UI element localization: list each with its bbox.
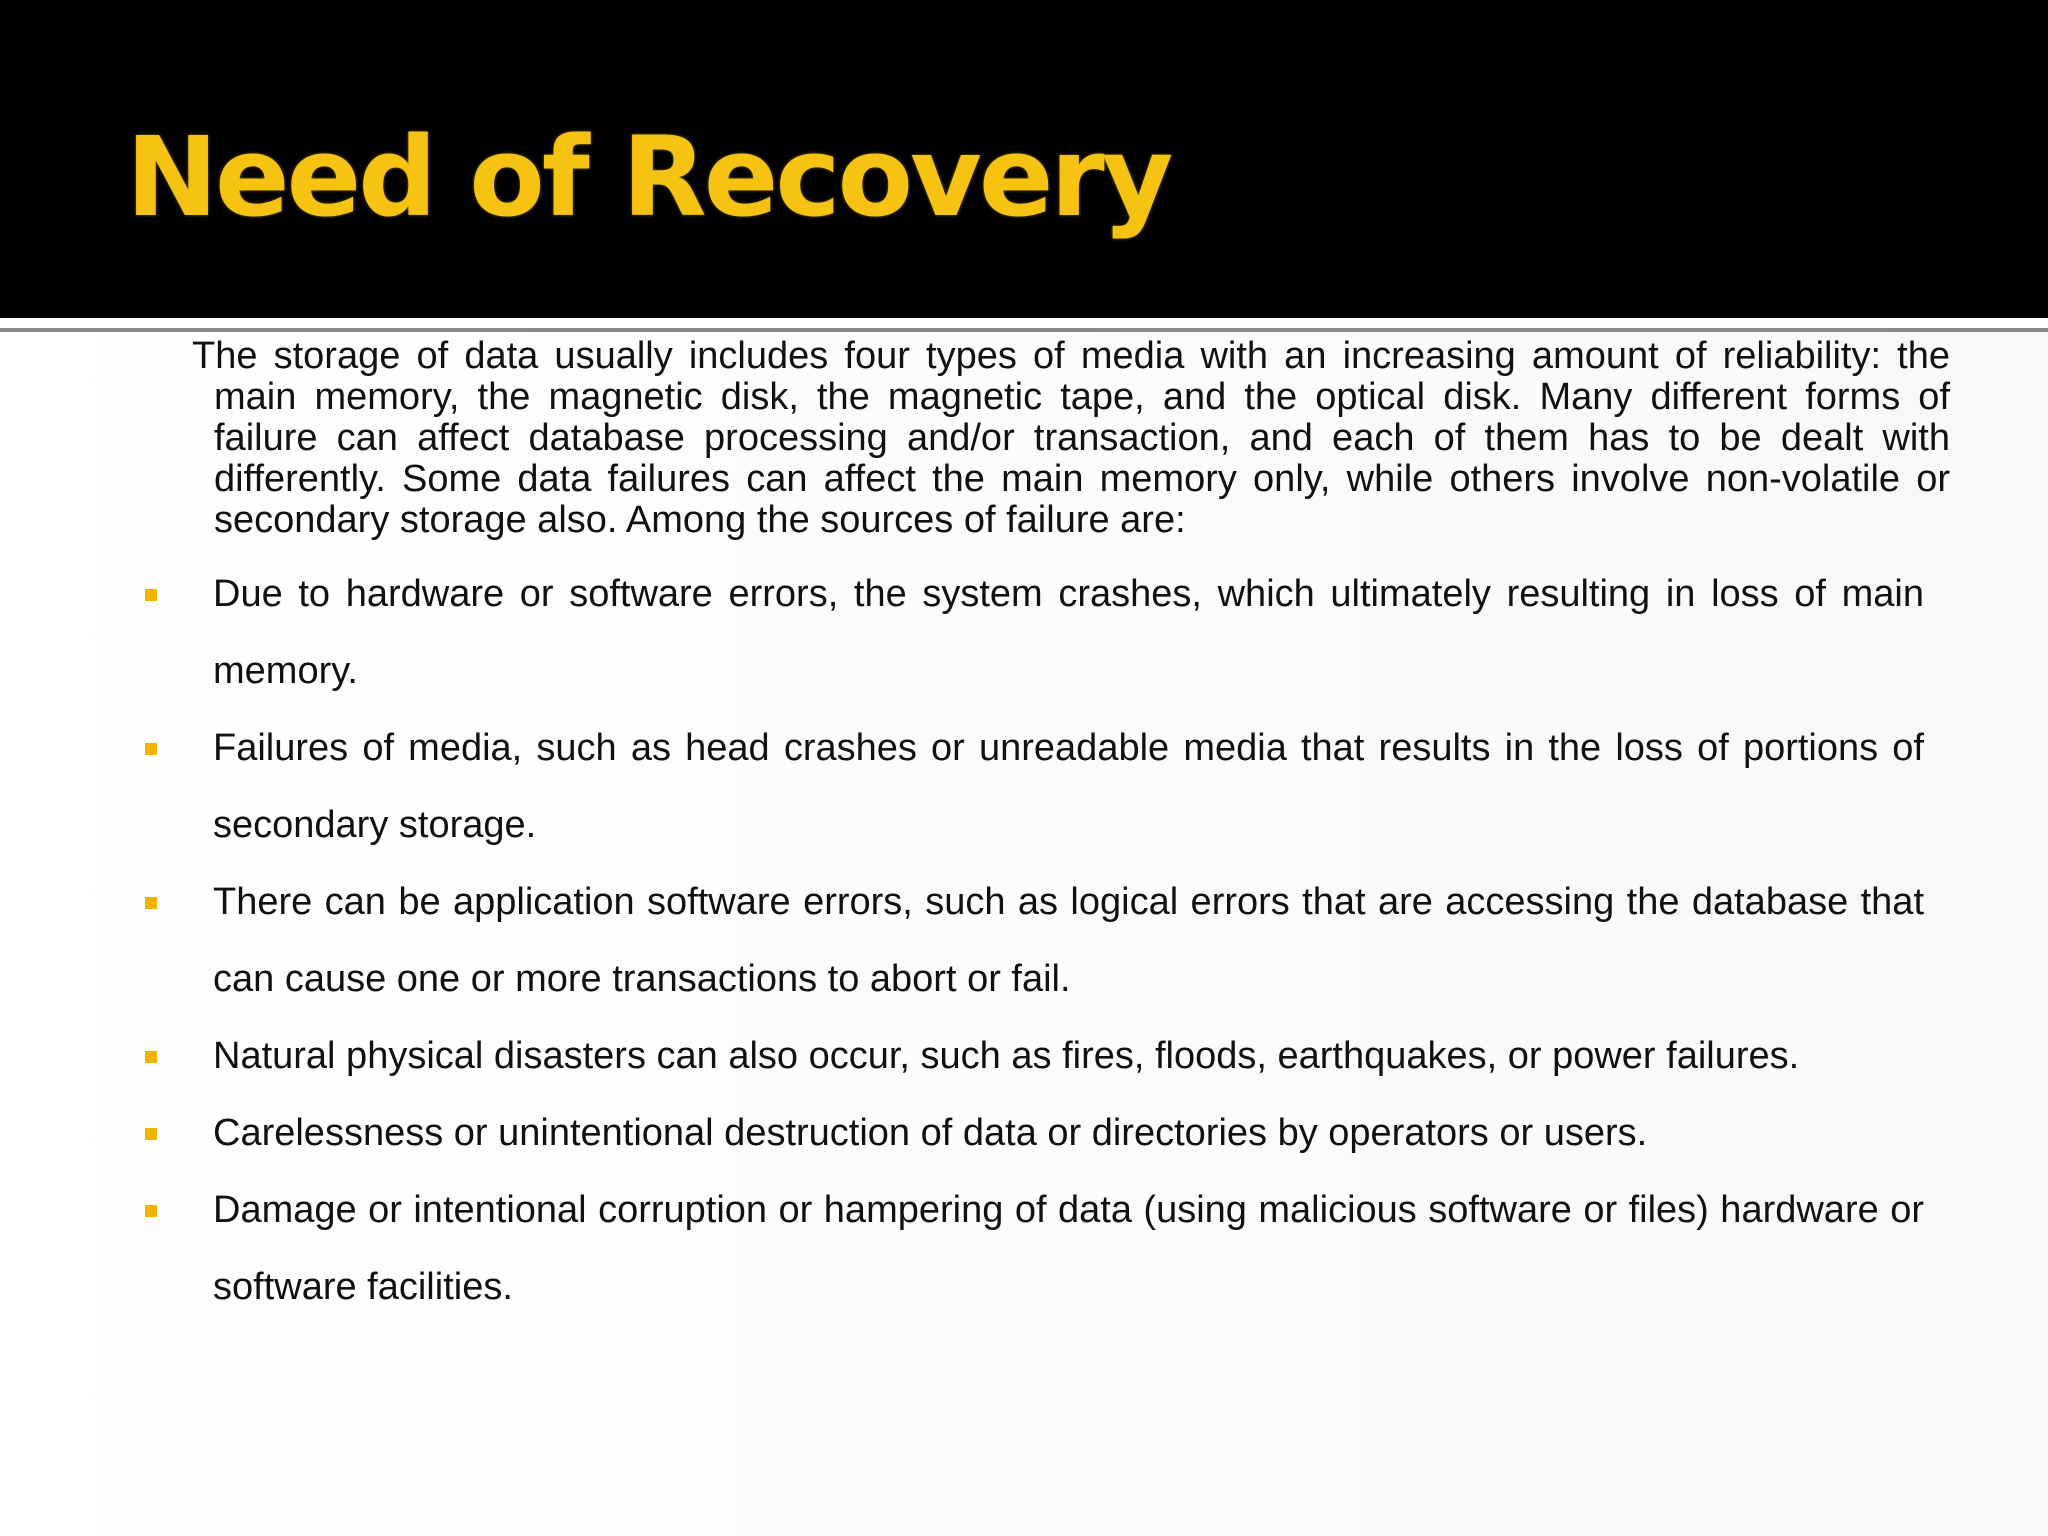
slide-title: Need of Recovery (126, 113, 1171, 241)
list-item (0, 556, 1924, 710)
square-bullet-icon (145, 1128, 157, 1140)
list-item-text: Due to hardware or software errors, the system crashes, which ultimately resulting in loss of main memory. (213, 573, 1924, 692)
list-item (0, 710, 1924, 864)
list-item (0, 1095, 1924, 1172)
intro-paragraph: The storage of data usually includes four types of media with an increasing amount of reliability: the main memory, the magnetic disk, the magnetic tape, and the optical disk. Many different forms of failure can affect database processing and/or transaction, and each of them has to be dealt with differently. Some data failures can affect the main memory only, while others involve non-volatile or secondary storage also. Among the sources of failure are: (192, 335, 1950, 541)
square-bullet-icon (145, 1051, 157, 1063)
title-bar (0, 0, 2048, 318)
list-item (0, 1172, 1924, 1326)
failure-sources-list (0, 556, 2048, 1326)
list-item (0, 864, 1924, 1018)
square-bullet-icon (145, 897, 157, 909)
square-bullet-icon (145, 743, 157, 755)
title-divider (0, 328, 2048, 332)
list-item-text: Damage or intentional corruption or hampering of data (using malicious software or files) hardware or software facilities. (213, 1189, 1924, 1308)
square-bullet-icon (145, 589, 157, 601)
list-item-text: Carelessness or unintentional destruction of data or directories by operators or users. (213, 1112, 1648, 1154)
square-bullet-icon (145, 1205, 157, 1217)
list-item-text: Natural physical disasters can also occur, such as fires, floods, earthquakes, or power failures. (213, 1035, 1800, 1077)
title-divider-light (0, 318, 2048, 328)
list-item (0, 1018, 1924, 1095)
list-item-text: Failures of media, such as head crashes or unreadable media that results in the loss of portions of secondary storage. (213, 727, 1924, 846)
list-item-text: There can be application software errors, such as logical errors that are accessing the database that can cause one or more transactions to abort or fail. (213, 881, 1924, 1000)
